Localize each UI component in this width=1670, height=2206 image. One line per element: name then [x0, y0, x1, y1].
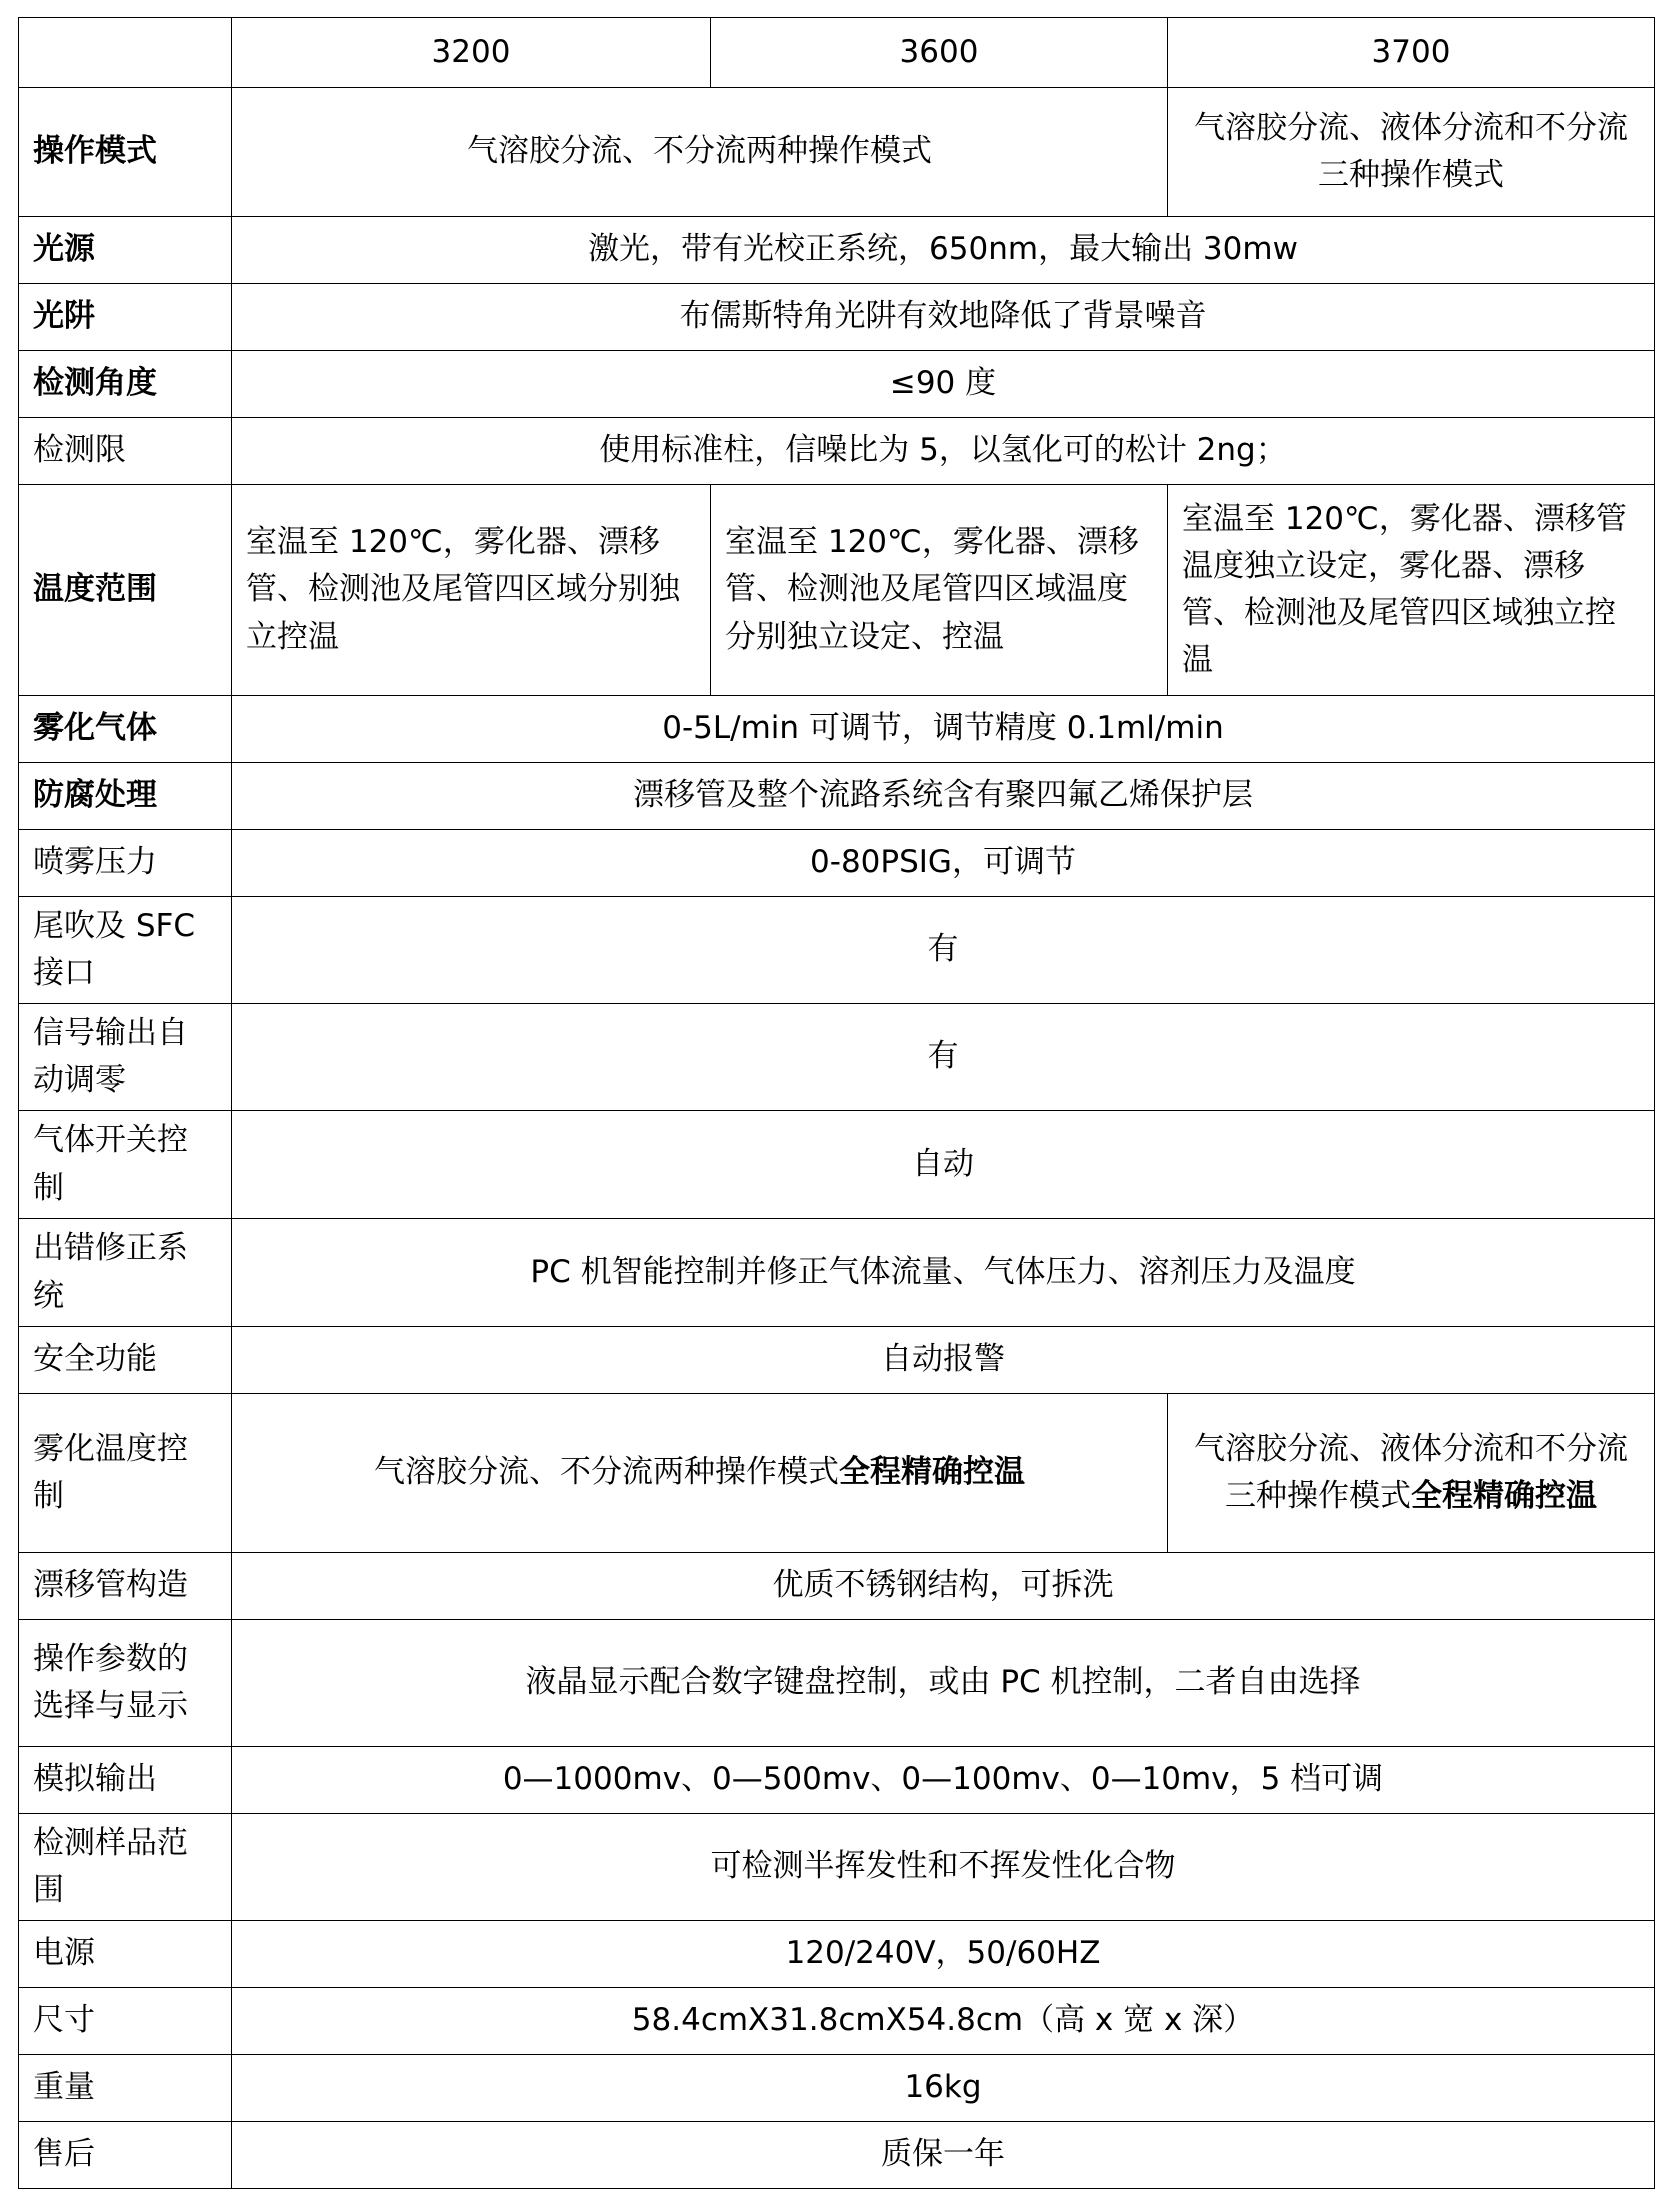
corner-cell: [19, 18, 232, 88]
value-cell: 布儒斯特角光阱有效地降低了背景噪音: [232, 284, 1655, 351]
table-row: [19, 1219, 1655, 1327]
row-label: 信号输出自动调零: [19, 1004, 232, 1111]
table-row: [19, 217, 1655, 284]
table-row: [19, 351, 1655, 418]
row-label: 尾吹及 SFC 接口: [19, 897, 232, 1004]
value-cell: ≤90 度: [232, 351, 1655, 418]
value-cell-3200: 室温至 120℃，雾化器、漂移管、检测池及尾管四区域分别独立控温: [232, 485, 711, 696]
model-3600-header: 3600: [711, 18, 1168, 88]
table-row: [19, 1394, 1655, 1553]
table-row: [19, 763, 1655, 830]
row-label: 重量: [19, 2055, 232, 2122]
row-label: 检测角度: [19, 351, 232, 418]
table-row: [19, 418, 1655, 485]
value-cell: 气溶胶分流、液体分流和不分流三种操作模式: [1168, 88, 1655, 217]
row-label: 喷雾压力: [19, 830, 232, 897]
table-row: [19, 284, 1655, 351]
spec-table: [18, 17, 1655, 2189]
table-row: [19, 1921, 1655, 1988]
row-label: 出错修正系统: [19, 1219, 232, 1327]
table-row: [19, 1553, 1655, 1620]
row-label: 售后: [19, 2122, 232, 2189]
row-label: 电源: [19, 1921, 232, 1988]
value-cell: 自动报警: [232, 1327, 1655, 1394]
table-row: [19, 1988, 1655, 2055]
value-emphasis: 全程精确控温: [1411, 1478, 1597, 1514]
model-3700-header: 3700: [1168, 18, 1655, 88]
table-row: [19, 1747, 1655, 1814]
row-label: 操作模式: [19, 88, 232, 217]
value-cell: 0—1000mv、0—500mv、0—100mv、0—10mv，5 档可调: [232, 1747, 1655, 1814]
value-cell: 使用标准柱，信噪比为 5，以氢化可的松计 2ng；: [232, 418, 1655, 485]
row-label: 温度范围: [19, 485, 232, 696]
table-row: [19, 1814, 1655, 1921]
table-row: [19, 2055, 1655, 2122]
table-row: [19, 1004, 1655, 1111]
row-label: 漂移管构造: [19, 1553, 232, 1620]
value-cell-3700: 室温至 120℃，雾化器、漂移管温度独立设定，雾化器、漂移管、检测池及尾管四区域独立控温: [1168, 485, 1655, 696]
value-cell: 质保一年: [232, 2122, 1655, 2189]
row-label: 检测样品范围: [19, 1814, 232, 1921]
row-label: 安全功能: [19, 1327, 232, 1394]
row-label: 雾化温度控制: [19, 1394, 232, 1553]
value-cell: 0-80PSIG，可调节: [232, 830, 1655, 897]
table-row: [19, 1111, 1655, 1219]
value-text: 气溶胶分流、不分流两种操作模式: [374, 1454, 839, 1491]
value-cell: 有: [232, 1004, 1655, 1111]
table-row: [19, 696, 1655, 763]
row-label: 模拟输出: [19, 1747, 232, 1814]
value-cell: 气溶胶分流、不分流两种操作模式: [232, 88, 1168, 217]
value-cell: 优质不锈钢结构，可拆洗: [232, 1553, 1655, 1620]
row-label: 光源: [19, 217, 232, 284]
value-cell: 可检测半挥发性和不挥发性化合物: [232, 1814, 1655, 1921]
row-label: 气体开关控制: [19, 1111, 232, 1219]
model-3200-header: 3200: [232, 18, 711, 88]
value-cell: 有: [232, 897, 1655, 1004]
value-cell: 120/240V，50/60HZ: [232, 1921, 1655, 1988]
value-cell: 激光，带有光校正系统，650nm，最大输出 30mw: [232, 217, 1655, 284]
row-label: 尺寸: [19, 1988, 232, 2055]
table-row: [19, 830, 1655, 897]
table-row: [19, 485, 1655, 696]
value-cell: PC 机智能控制并修正气体流量、气体压力、溶剂压力及温度: [232, 1219, 1655, 1327]
value-cell: [232, 1394, 1168, 1553]
row-label: 检测限: [19, 418, 232, 485]
value-cell: 液晶显示配合数字键盘控制，或由 PC 机控制，二者自由选择: [232, 1620, 1655, 1747]
row-label: 光阱: [19, 284, 232, 351]
row-label: 雾化气体: [19, 696, 232, 763]
row-label: 防腐处理: [19, 763, 232, 830]
value-cell: 自动: [232, 1111, 1655, 1219]
value-cell: 16kg: [232, 2055, 1655, 2122]
value-cell-3600: 室温至 120℃，雾化器、漂移管、检测池及尾管四区域温度分别独立设定、控温: [711, 485, 1168, 696]
value-text: 气溶胶分流、液体分流和不分流三种操作模式: [1194, 1430, 1628, 1514]
table-row: [19, 2122, 1655, 2189]
table-row: [19, 1327, 1655, 1394]
table-row: [19, 1620, 1655, 1747]
table-row: [19, 897, 1655, 1004]
table-row: [19, 88, 1655, 217]
row-label: 操作参数的选择与显示: [19, 1620, 232, 1747]
table-row: [19, 18, 1655, 88]
value-cell: 0-5L/min 可调节，调节精度 0.1ml/min: [232, 696, 1655, 763]
value-cell: [1168, 1394, 1655, 1553]
value-emphasis: 全程精确控温: [839, 1454, 1025, 1491]
value-cell: 58.4cmX31.8cmX54.8cm（高 x 宽 x 深）: [232, 1988, 1655, 2055]
value-cell: 漂移管及整个流路系统含有聚四氟乙烯保护层: [232, 763, 1655, 830]
